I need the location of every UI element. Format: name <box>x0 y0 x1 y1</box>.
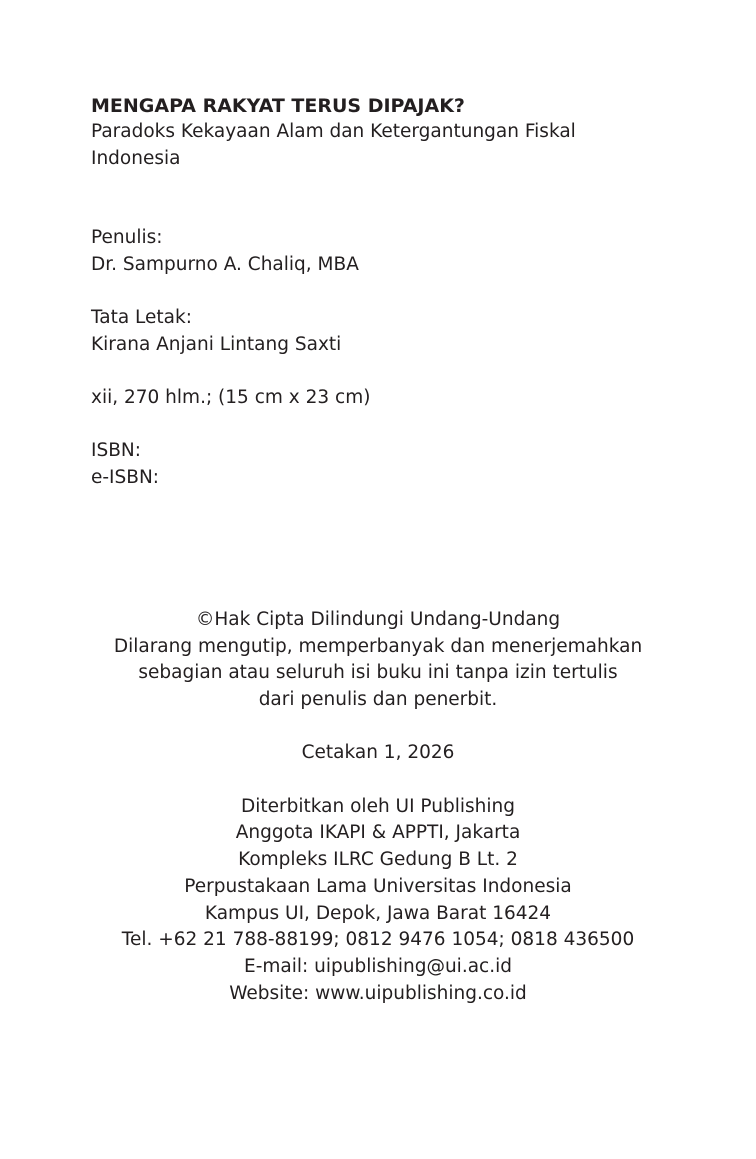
spacer <box>91 411 691 438</box>
author-label: Penulis: <box>91 227 163 249</box>
publisher-line: Diterbitkan oleh UI Publishing <box>241 795 515 817</box>
book-details <box>91 93 691 491</box>
spacer <box>91 172 691 225</box>
spacer <box>91 278 691 305</box>
spacer <box>0 714 756 741</box>
book-title: MENGAPA RAKYAT TERUS DIPAJAK? <box>91 95 465 117</box>
book-subtitle: Paradoks Kekayaan Alam dan Ketergantungan Fiskal Indonesia <box>91 121 576 169</box>
copyright-line: sebagian atau seluruh isi buku ini tanpa izin tertulis <box>138 662 618 684</box>
publisher-line: Perpustakaan Lama Universitas Indonesia <box>184 875 572 897</box>
publisher-line: Kampus UI, Depok, Jawa Barat 16424 <box>204 902 552 924</box>
publisher-phone: Tel. +62 21 788-88199; 0812 9476 1054; 0818 436500 <box>121 929 635 951</box>
layout-name: Kirana Anjani Lintang Saxti <box>91 333 342 355</box>
publisher-website: Website: www.uipublishing.co.id <box>229 982 527 1004</box>
spacer <box>91 358 691 385</box>
imprint-block <box>0 607 756 1007</box>
spacer <box>0 767 756 794</box>
publisher-email: E-mail: uipublishing@ui.ac.id <box>244 955 512 977</box>
physical-description: xii, 270 hlm.; (15 cm x 23 cm) <box>91 386 371 408</box>
copyright-line: dari penulis dan penerbit. <box>258 689 498 711</box>
publisher-line: Kompleks ILRC Gedung B Lt. 2 <box>238 849 518 871</box>
publisher-line: Anggota IKAPI & APPTI, Jakarta <box>235 822 521 844</box>
layout-label: Tata Letak: <box>91 306 192 328</box>
isbn-label: ISBN: <box>91 439 141 461</box>
author-name: Dr. Sampurno A. Chaliq, MBA <box>91 253 359 275</box>
copyright-line: Dilarang mengutip, memperbanyak dan menerjemahkan <box>113 635 643 657</box>
edition-text: Cetakan 1, 2026 <box>301 742 455 764</box>
eisbn-label: e-ISBN: <box>91 466 160 488</box>
copyright-heading: ©Hak Cipta Dilindungi Undang-Undang <box>195 609 561 630</box>
